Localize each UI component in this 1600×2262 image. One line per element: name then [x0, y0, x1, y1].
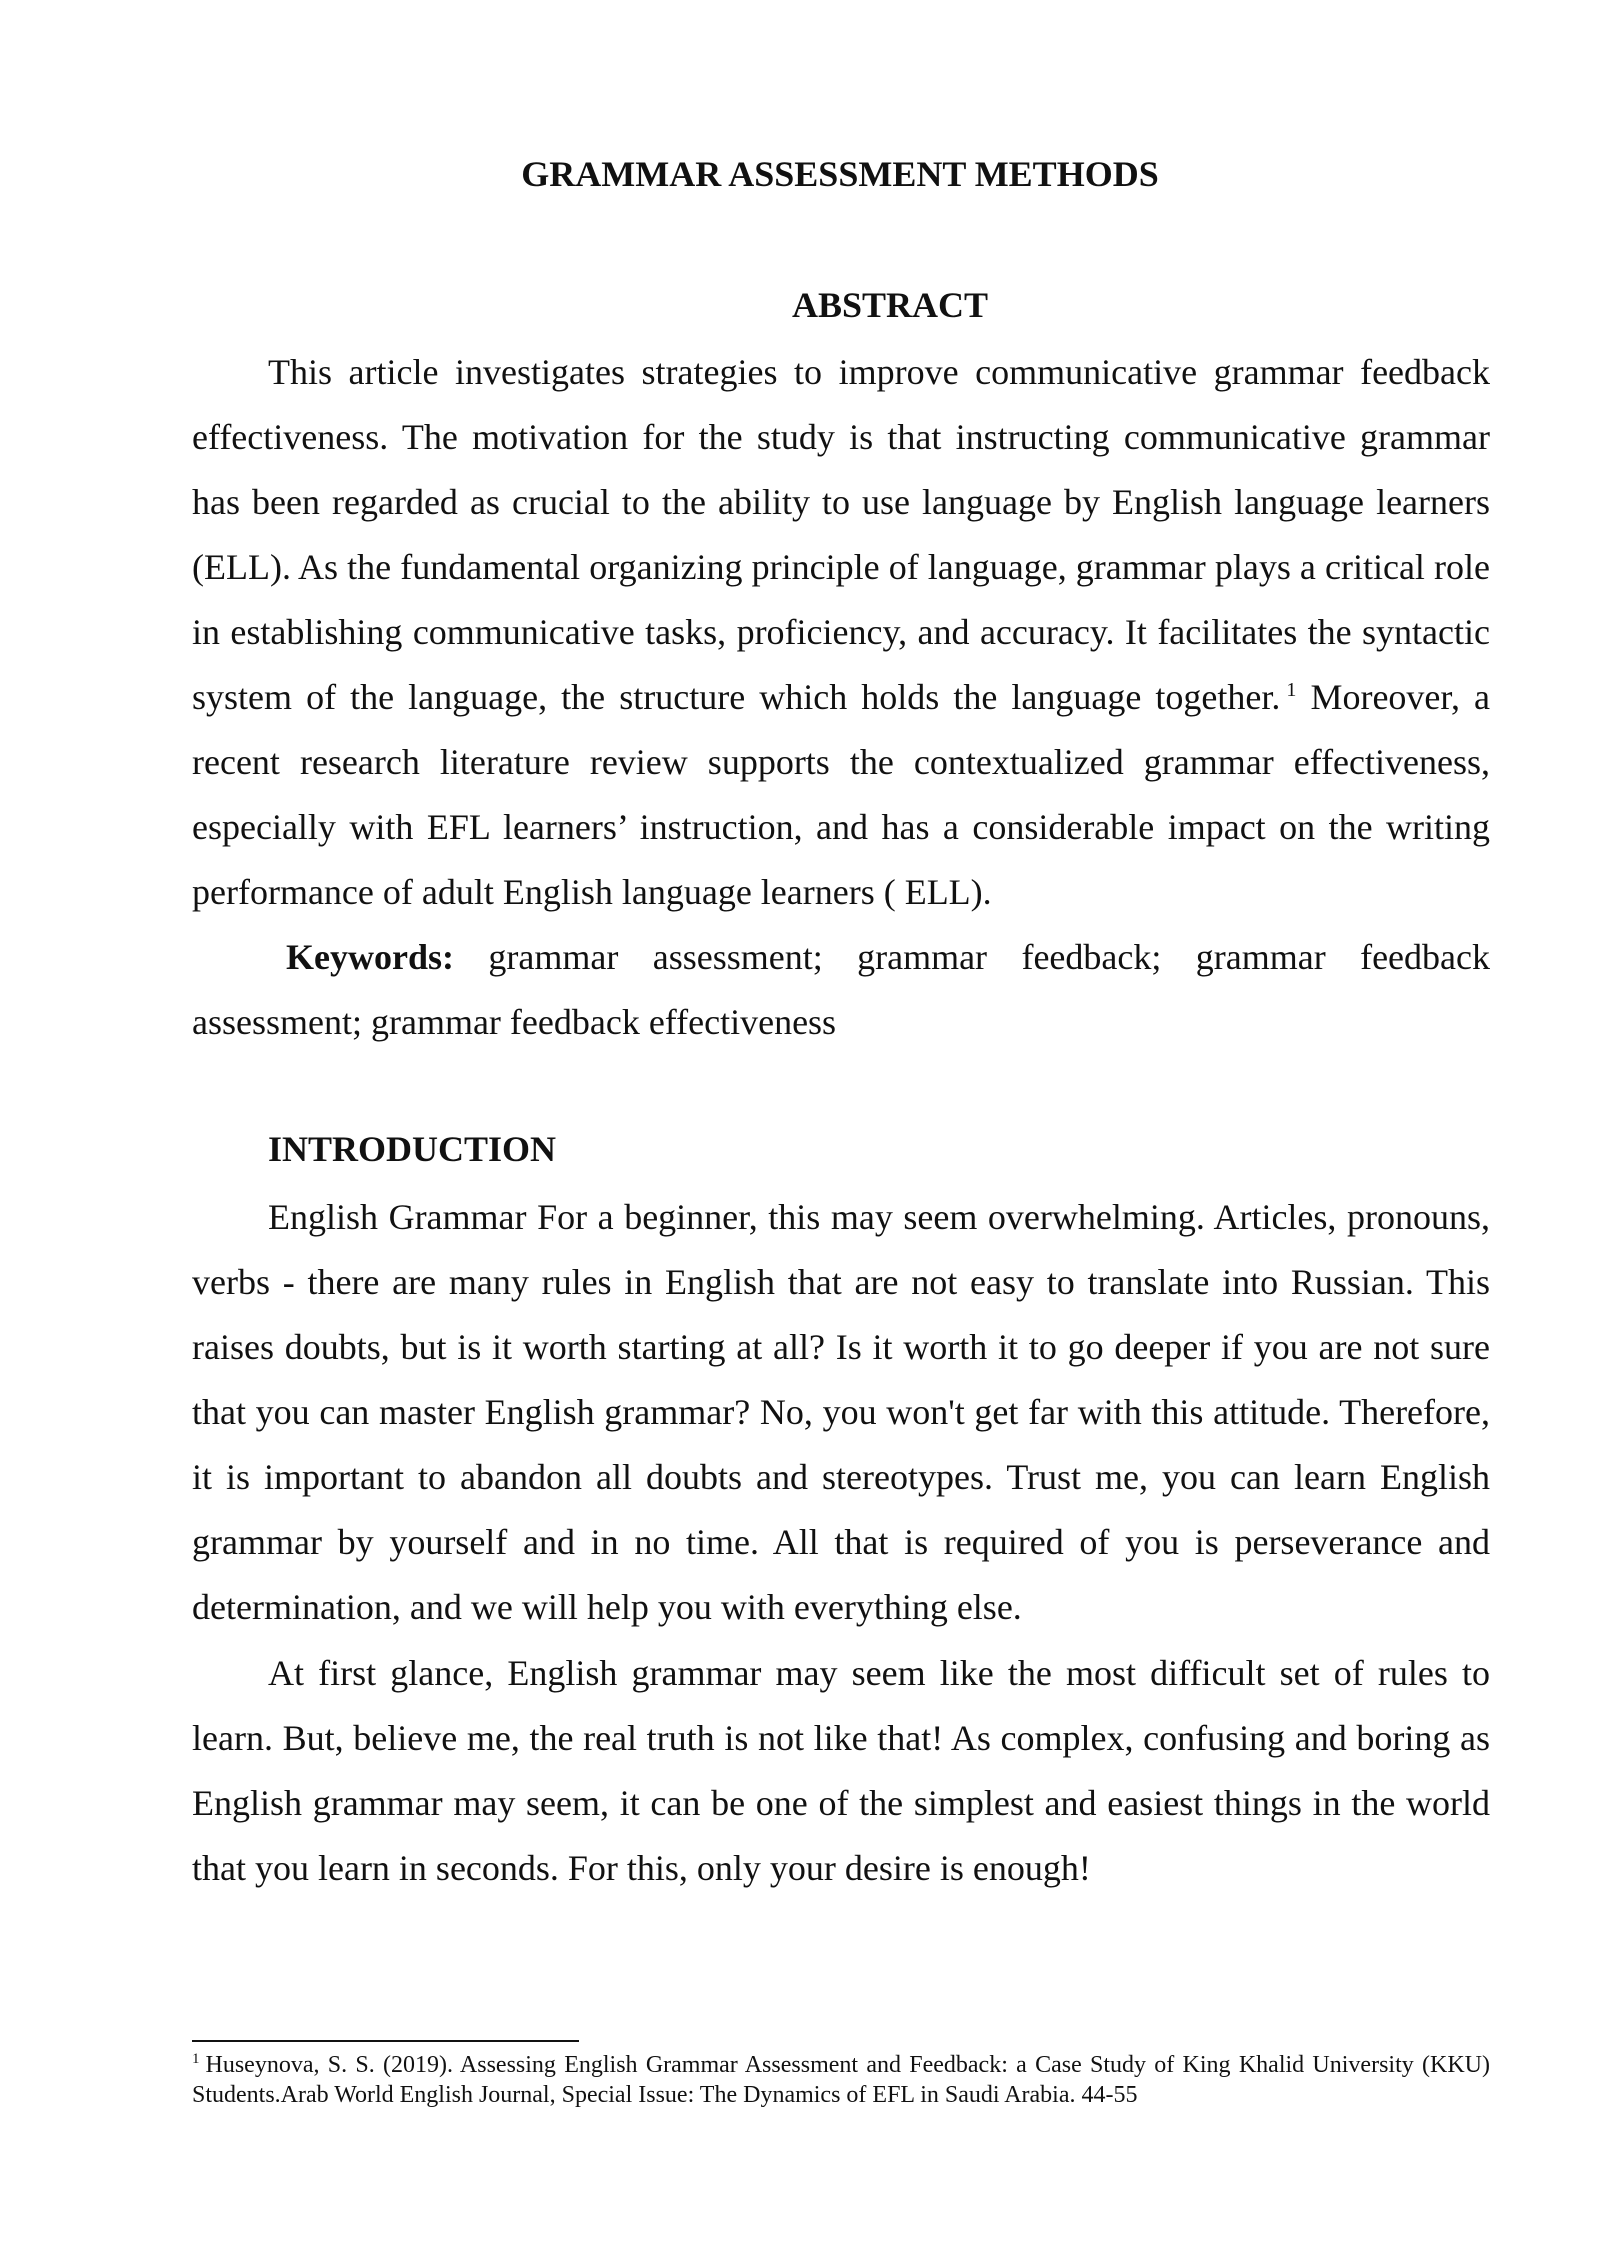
- abstract-text-continued: Moreover, a recent research literature review supports the contextualized grammar effectiveness, especially with EFL learners’ instruction, and has a considerable impact on the writing performance of adult English language learners ( ELL).: [192, 677, 1490, 912]
- abstract-text: This article investigates strategies to improve communicative grammar feedback effectiveness. The motivation for the study is that instructing communicative grammar has been regarded as crucial to the ability to use language by English language learners (ELL). As the fundamental organizing principle of language, grammar plays a critical role in establishing communicative tasks, proficiency, and accuracy. It facilitates the syntactic system of the language, the structure which holds the language together.: [192, 352, 1490, 717]
- keywords-paragraph: [192, 925, 1490, 1055]
- footnote-text: Huseynova, S. S. (2019). Assessing English Grammar Assessment and Feedback: a Case Study of King Khalid University (KKU) Students.Arab World English Journal, Special Issue: The Dynamics of EFL in Saudi Arabia. 44-55: [192, 2052, 1490, 2108]
- introduction-paragraph-2: At first glance, English grammar may seem like the most difficult set of rules to learn. But, believe me, the real truth is not like that! As complex, confusing and boring as English grammar may seem, it can be one of the simplest and easiest things in the world that you learn in seconds. For this, only your desire is enough!: [192, 1653, 1490, 1888]
- document-title: GRAMMAR ASSESSMENT METHODS: [521, 154, 1159, 194]
- abstract-paragraph: [192, 340, 1490, 925]
- introduction-paragraph-1: English Grammar For a beginner, this may seem overwhelming. Articles, pronouns, verbs - there are many rules in English that are not easy to translate into Russian. This raises doubts, but is it worth starting at all? Is it worth it to go deeper if you are not sure that you can master English grammar? No, you won't get far with this attitude. Therefore, it is important to abandon all doubts and stereotypes. Trust me, you can learn English grammar by yourself and in no time. All that is required of you is perseverance and determination, and we will help you with everything else.: [192, 1197, 1490, 1627]
- footnote-reference[interactable]: 1: [1286, 679, 1297, 701]
- footnote: [192, 2050, 1490, 2110]
- footnote-divider: [192, 2040, 579, 2042]
- keywords-label: Keywords:: [286, 937, 454, 977]
- introduction-heading: INTRODUCTION: [268, 1129, 557, 1169]
- footnote-number: 1: [192, 2051, 200, 2067]
- abstract-heading: ABSTRACT: [791, 285, 989, 325]
- keywords-text: grammar assessment; grammar feedback; grammar feedback assessment; grammar feedback effectiveness: [192, 937, 1490, 1042]
